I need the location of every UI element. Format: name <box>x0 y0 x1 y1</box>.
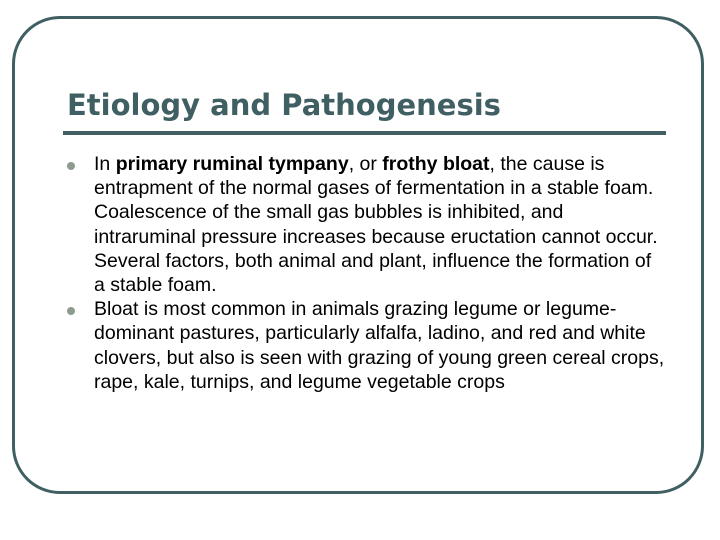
bullet-segment: , the cause is entrapment of the normal gases of fermentation in a stable foam. Coalescence of the small gas bubbles is inhibited, and intraruminal pressure increases because eructation cannot occur. Several factors, both animal and plant, influence the formation of a stable foam. <box>94 153 658 297</box>
bullet-segment: Bloat is most common in animals grazing legume or legume-dominant pastures, particularly alfalfa, ladino, and red and white clovers, but also is seen with grazing of young green cereal crops, rape, kale, turnips, and legume vegetable crops <box>94 298 665 393</box>
bullet-dot-icon <box>67 307 75 315</box>
bullet-item <box>67 297 667 394</box>
bullet-list <box>67 152 667 394</box>
bullet-text <box>94 153 658 296</box>
bullet-term: frothy bloat <box>382 153 490 175</box>
bullet-term: primary ruminal tympany <box>115 153 349 175</box>
bullet-dot-icon <box>67 162 75 170</box>
bullet-item <box>67 152 667 297</box>
bullet-text <box>94 298 664 393</box>
slide-title: Etiology and Pathogenesis <box>67 88 501 122</box>
bullet-segment: , or <box>348 153 383 175</box>
bullet-segment: In <box>94 153 116 175</box>
title-underline <box>63 131 666 135</box>
